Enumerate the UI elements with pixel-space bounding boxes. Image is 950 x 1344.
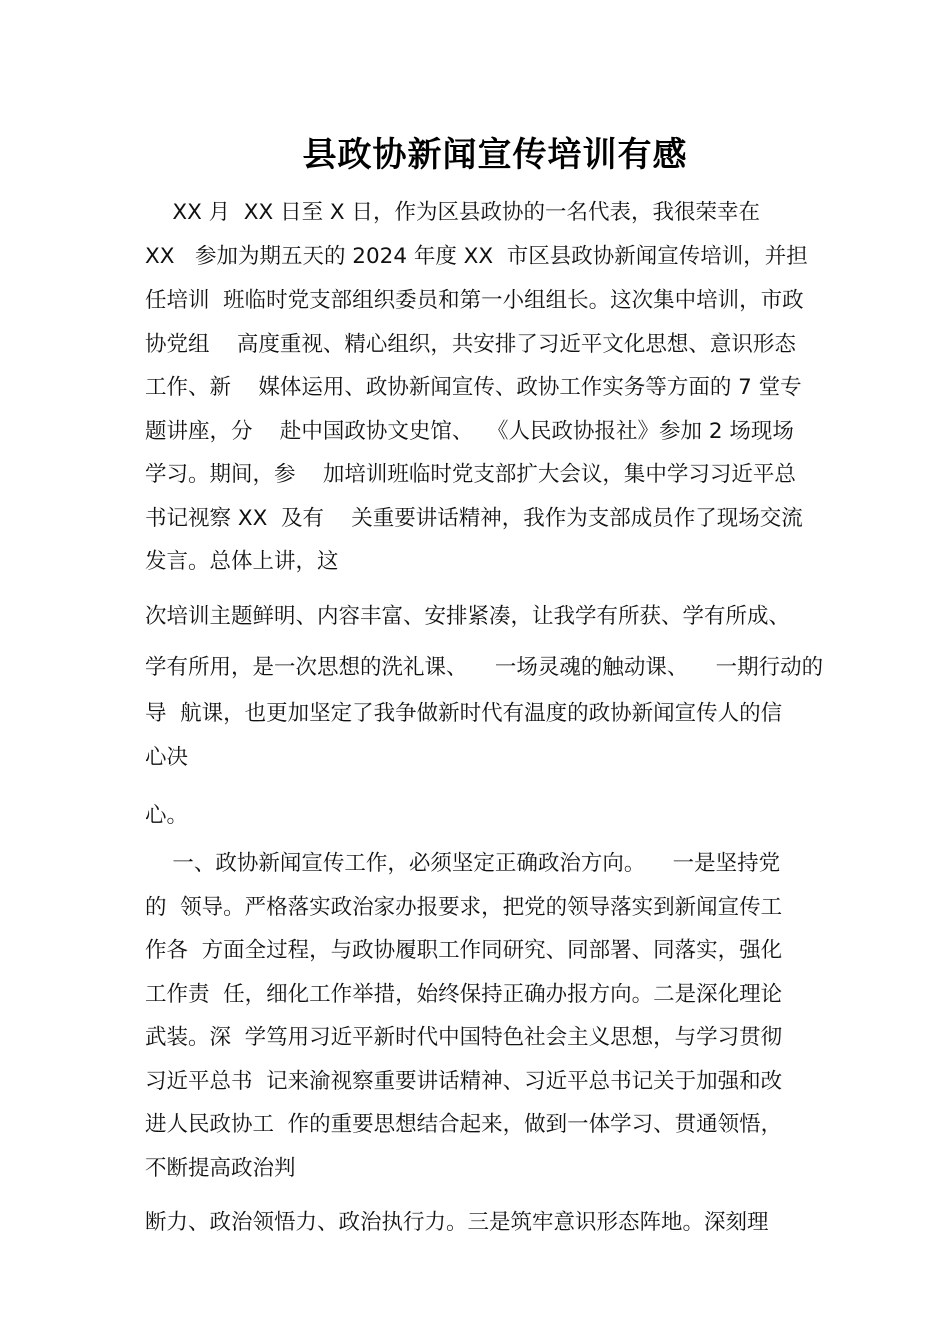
body-line: 的 领导。严格落实政治家办报要求，把党的领导落实到新闻宣传工	[145, 895, 783, 920]
body-line: 不断提高政治判	[145, 1156, 296, 1181]
body-line: XX 月 XX 日至 X 日，作为区县政协的一名代表，我很荣幸在	[145, 200, 760, 225]
body-line: 学习。期间，参 加培训班临时党支部扩大会议，集中学习习近平总	[145, 462, 796, 487]
body-line: 进人民政协工 作的重要思想结合起来，做到一体学习、贯通领悟，	[145, 1112, 783, 1137]
body-line: 协党组 高度重视、精心组织，共安排了习近平文化思想、意识形态	[145, 332, 796, 357]
body-line: 心决	[145, 745, 189, 770]
body-line: 一、政协新闻宣传工作，必须坚定正确政治方向。 一是坚持党	[145, 851, 781, 876]
body-line: 学有所用，是一次思想的洗礼课、 一场灵魂的触动课、 一期行动的	[145, 655, 824, 680]
body-line: 心。	[145, 803, 189, 828]
body-line: 发言。总体上讲，这	[145, 549, 339, 574]
body-line: 工作责 任，细化工作举措，始终保持正确办报方向。二是深化理论	[145, 982, 783, 1007]
body-line: 断力、政治领悟力、政治执行力。三是筑牢意识形态阵地。深刻理	[145, 1210, 769, 1235]
body-line: 导 航课，也更加坚定了我争做新时代有温度的政协新闻宣传人的信	[145, 701, 783, 726]
document-title: 县政协新闻宣传培训有感	[302, 135, 688, 175]
body-line: XX 参加为期五天的 2024 年度 XX 市区县政协新闻宣传培训，并担	[145, 244, 808, 269]
body-line: 作各 方面全过程，与政协履职工作同研究、同部署、同落实，强化	[145, 938, 783, 963]
body-line: 次培训主题鲜明、内容丰富、安排紧凑，让我学有所获、学有所成、	[145, 604, 791, 629]
body-line: 工作、新 媒体运用、政协新闻宣传、政协工作实务等方面的 7 堂专	[145, 375, 802, 400]
body-line: 题讲座，分 赴中国政协文史馆、 《人民政协报社》参加 2 场现场	[145, 419, 794, 444]
body-line: 任培训 班临时党支部组织委员和第一小组组长。这次集中培训，市政	[145, 288, 804, 313]
body-line: 武装。深 学笃用习近平新时代中国特色社会主义思想，与学习贯彻	[145, 1025, 783, 1050]
body-line: 习近平总书 记来渝视察重要讲话精神、习近平总书记关于加强和改	[145, 1069, 783, 1094]
body-line: 书记视察 XX 及有 关重要讲话精神，我作为支部成员作了现场交流	[145, 506, 803, 531]
